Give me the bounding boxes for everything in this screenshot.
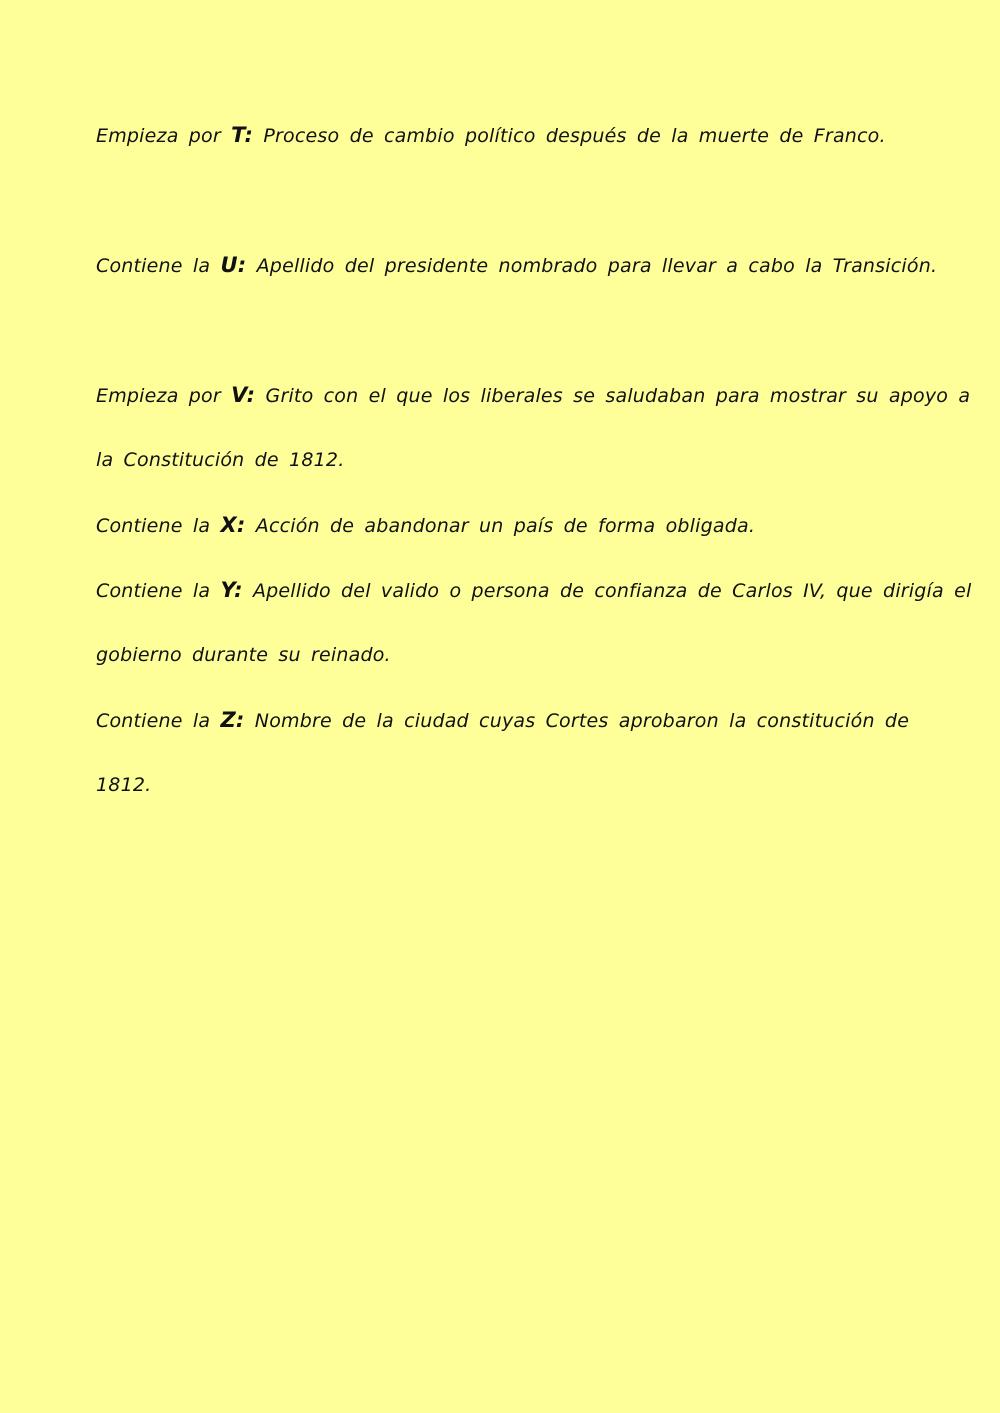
clue-t — [96, 122, 886, 149]
clue-letter: Z: — [220, 708, 245, 732]
clue-letter: V: — [231, 383, 256, 407]
clue-prefix: Contiene la — [96, 515, 211, 537]
clue-x — [96, 512, 755, 539]
clue-letter: T: — [231, 123, 254, 147]
clue-u — [96, 252, 937, 279]
clue-y-continuation — [96, 642, 391, 668]
clue-text: Apellido del presidente nombrado para llevar a cabo la Transición. — [256, 255, 938, 277]
clue-letter: X: — [220, 513, 246, 537]
clue-prefix: Contiene la — [96, 710, 211, 732]
clue-v-continuation — [96, 447, 344, 473]
clue-letter: Y: — [220, 578, 243, 602]
clue-text: Apellido del valido o persona de confianza de Carlos IV, que dirigía el — [252, 580, 972, 602]
clue-text: 1812. — [96, 774, 152, 796]
clue-y — [96, 577, 972, 604]
clue-text: Acción de abandonar un país de forma obligada. — [255, 515, 756, 537]
clue-prefix: Contiene la — [96, 580, 211, 602]
clue-prefix: Empieza por — [96, 125, 221, 147]
clue-letter: U: — [220, 253, 247, 277]
clue-text: gobierno durante su reinado. — [96, 644, 391, 666]
clue-z-continuation — [96, 772, 151, 798]
clue-v — [96, 382, 971, 409]
clue-prefix: Empieza por — [96, 385, 221, 407]
clue-text: la Constitución de 1812. — [96, 449, 345, 471]
clue-text: Nombre de la ciudad cuyas Cortes aprobaron la constitución de — [254, 710, 910, 732]
clue-prefix: Contiene la — [96, 255, 211, 277]
clue-text: Grito con el que los liberales se saludaban para mostrar su apoyo a — [265, 385, 971, 407]
clue-z — [96, 707, 909, 734]
clue-text: Proceso de cambio político después de la muerte de Franco. — [263, 125, 886, 147]
